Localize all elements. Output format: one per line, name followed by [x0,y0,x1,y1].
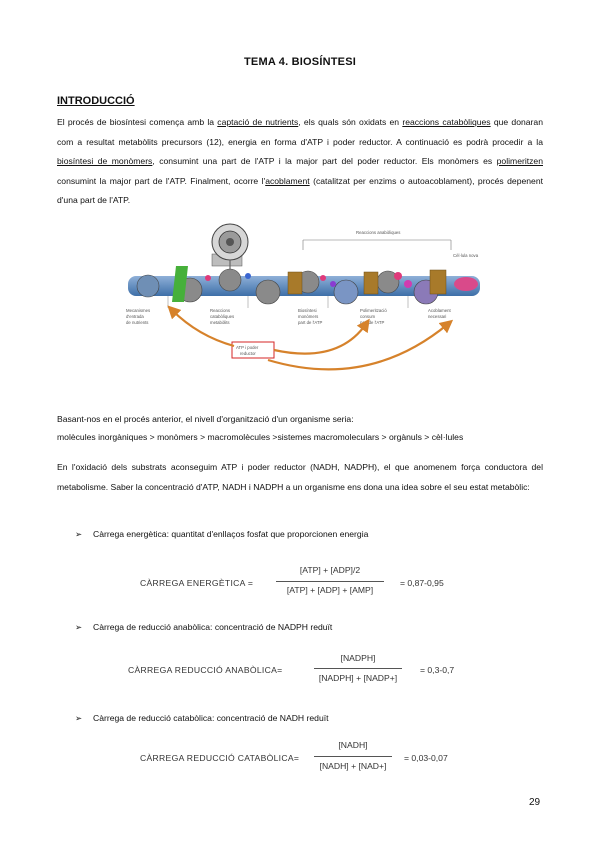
svg-text:metabòlits: metabòlits [210,320,230,325]
motor-illustration [212,224,248,276]
term-captacio: captació de nutrients [217,117,299,127]
formula-denominator: [NADH] + [NAD+] [319,761,387,771]
page-number: 29 [529,797,541,808]
term-reaccions: reaccions catabòliques [402,117,491,127]
page-title: TEMA 4. BIOSÍNTESI [244,56,356,68]
atp-box-label-2: reductor [240,351,256,356]
bullet-arrow-icon: ➢ [75,529,83,539]
anabolic-label: Reaccions anabòliques [356,230,401,235]
stage-labels [126,308,451,325]
term-biosintesi: biosíntesi de monòmers [57,156,153,167]
fraction-bar [314,756,392,757]
formula-result: = 0,3-0,7 [420,665,455,675]
bullet-catabolic-charge: ➢ Càrrega de reducció catabòlica: concentració de NADH reduït [75,713,329,723]
organization-intro: Basant-nos en el procés anterior, el nivell d'organització d'un organisme seria: [57,414,354,424]
bullet-arrow-icon: ➢ [75,622,83,632]
term-polimeritzen: polimeritzen [496,156,543,167]
pillars [168,296,408,308]
svg-text:consum: consum [360,314,376,319]
svg-text:Polimerització: Polimerització [360,308,387,313]
formula-numerator: [ATP] + [ADP]/2 [299,565,361,575]
bullet-arrow-icon: ➢ [75,713,83,723]
formula-result: = 0,87-0,95 [400,578,444,588]
svg-text:monòmers: monòmers [298,314,319,319]
svg-text:part de l'ATP: part de l'ATP [360,320,385,325]
organization-paragraph [57,410,543,446]
formula-result: = 0,03-0,07 [404,753,448,763]
svg-text:de nutrients: de nutrients [126,320,149,325]
formula-numerator: [NADPH] [340,653,376,663]
formula-label: CÀRREGA ENERGÈTICA = [140,578,254,588]
svg-text:d'entrada: d'entrada [126,314,144,319]
fraction-bar [314,668,402,669]
formula-denominator: [NADPH] + [NADP+] [318,673,398,683]
formula-label: CÀRREGA REDUCCIÓ CATABÒLICA= [140,753,300,763]
svg-text:part de l'ATP: part de l'ATP [298,320,323,325]
formula-catabolic-charge [140,739,490,781]
formula-anabolic-charge [128,650,488,692]
metabolic-paragraph: En l'oxidació dels substrats aconseguim ATP i poder reductor (NADH, NADPH), el que anomenem força conductora del metabolisme. Saber la concentració d'ATP, NADH i NADPH a un organisme ens dona una idea sobre el seu estat metabòlic: [57,462,543,492]
intro-paragraph: El procés de biosíntesi comença amb la captació de nutrients, els quals són oxidats en reaccions catabòliques que donaran com a resultat metabòlits precursors (12), energia en forma d'ATP i poder reductor. A continuació es podrà procedir a la biosíntesi de monòmers, consumint una part de l'ATP i la major part del poder reductor. Els monòmers es polimeritzen consumint la major part de l'ATP. Finalment, ocorre l'acoblament (catalitzat per enzims o autoacoblament), procés depenent d'una part de l'ATP. [57,117,543,206]
svg-text:necessari: necessari [428,314,447,319]
formula-denominator: [ATP] + [ADP] + [AMP] [286,585,374,595]
svg-text:Reaccions: Reaccions [210,308,231,313]
formula-label: CÀRREGA REDUCCIÓ ANABÒLICA= [128,665,283,675]
bullet-anabolic-charge: ➢ Càrrega de reducció anabòlica: concentració de NADPH reduït [75,622,333,632]
atp-box-label: ATP i poder [236,345,259,350]
section-heading: INTRODUCCIÓ [57,95,135,107]
formula-energy-charge [140,563,480,603]
svg-text:catabòliques: catabòliques [210,314,235,319]
bullet-energy-charge: ➢ Càrrega energètica: quantitat d'enllaços fosfat que proporcionen energia [75,529,369,539]
svg-text:Acoblament: Acoblament [428,308,451,313]
anabolic-bracket [303,240,451,250]
term-acoblament: acoblament [265,175,310,186]
fraction-bar [276,581,384,582]
formula-numerator: [NADH] [338,740,368,750]
svg-text:Biosíntesi: Biosíntesi [298,308,317,313]
biosynthesis-figure [108,214,496,386]
organization-levels: molècules inorgàniques > monòmers > macromolècules >sistemes macromoleculars > orgànuls > cèl·lules [57,432,464,442]
new-cell-label: Cèl·lula nova [453,253,479,258]
svg-text:Mecanismes: Mecanismes [126,308,151,313]
